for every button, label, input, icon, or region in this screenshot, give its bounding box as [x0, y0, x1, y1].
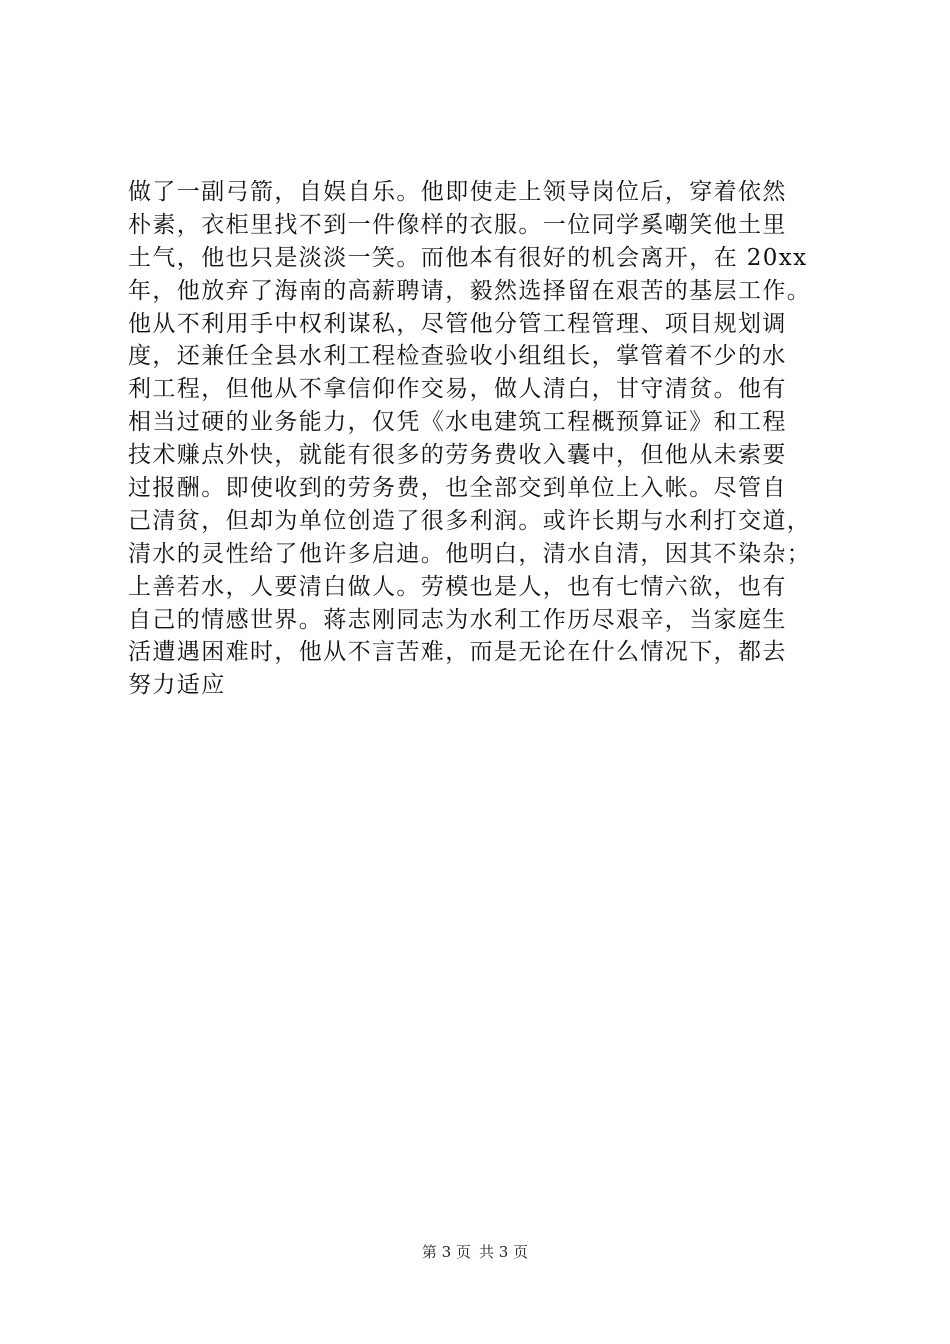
text-line: 己清贫，但却为单位创造了很多利润。或许长期与水利打交道，: [128, 507, 812, 534]
text-line: 努力适应: [128, 672, 226, 699]
text-line: 度，还兼任全县水利工程检查验收小组组长，掌管着不少的水: [128, 343, 787, 370]
text-line: 过报酬。即使收到的劳务费，也全部交到单位上入帐。尽管自: [128, 475, 787, 502]
text-line: 利工程，但他从不拿信仰作交易，做人清白，甘守清贫。他有: [128, 376, 787, 403]
text-line: 活遭遇困难时，他从不言苦难，而是无论在什么情况下，都去: [128, 639, 787, 666]
text-line: 朴素，衣柜里找不到一件像样的衣服。一位同学奚嘲笑他土里: [128, 211, 787, 238]
text-line: 相当过硬的业务能力，仅凭《水电建筑工程概预算证》和工程: [128, 409, 787, 436]
text-line: 做了一副弓箭，自娱自乐。他即使走上领导岗位后，穿着依然: [128, 179, 787, 205]
body-paragraph: [128, 176, 838, 702]
text-line: 土气，他也只是淡淡一笑。而他本有很好的机会离开，在 20xx: [128, 244, 808, 271]
page-number: 第 3 页: [421, 1243, 471, 1261]
text-line: 技术赚点外快，就能有很多的劳务费收入囊中，但他从未索要: [128, 442, 787, 469]
text-line: 年，他放弃了海南的高薪聘请，毅然选择留在艰苦的基层工作。: [128, 277, 812, 304]
text-line: 他从不利用手中权利谋私，尽管他分管工程管理、项目规划调: [128, 310, 787, 337]
page-footer: [0, 1242, 950, 1262]
text-line: 上善若水，人要清白做人。劳模也是人，也有七情六欲，也有: [128, 573, 787, 600]
text-line: 自己的情感世界。蒋志刚同志为水利工作历尽艰辛，当家庭生: [128, 606, 787, 633]
page-total: 共 3 页: [479, 1243, 529, 1261]
text-line: 清水的灵性给了他许多启迪。他明白，清水自清，因其不染杂；: [128, 540, 812, 567]
